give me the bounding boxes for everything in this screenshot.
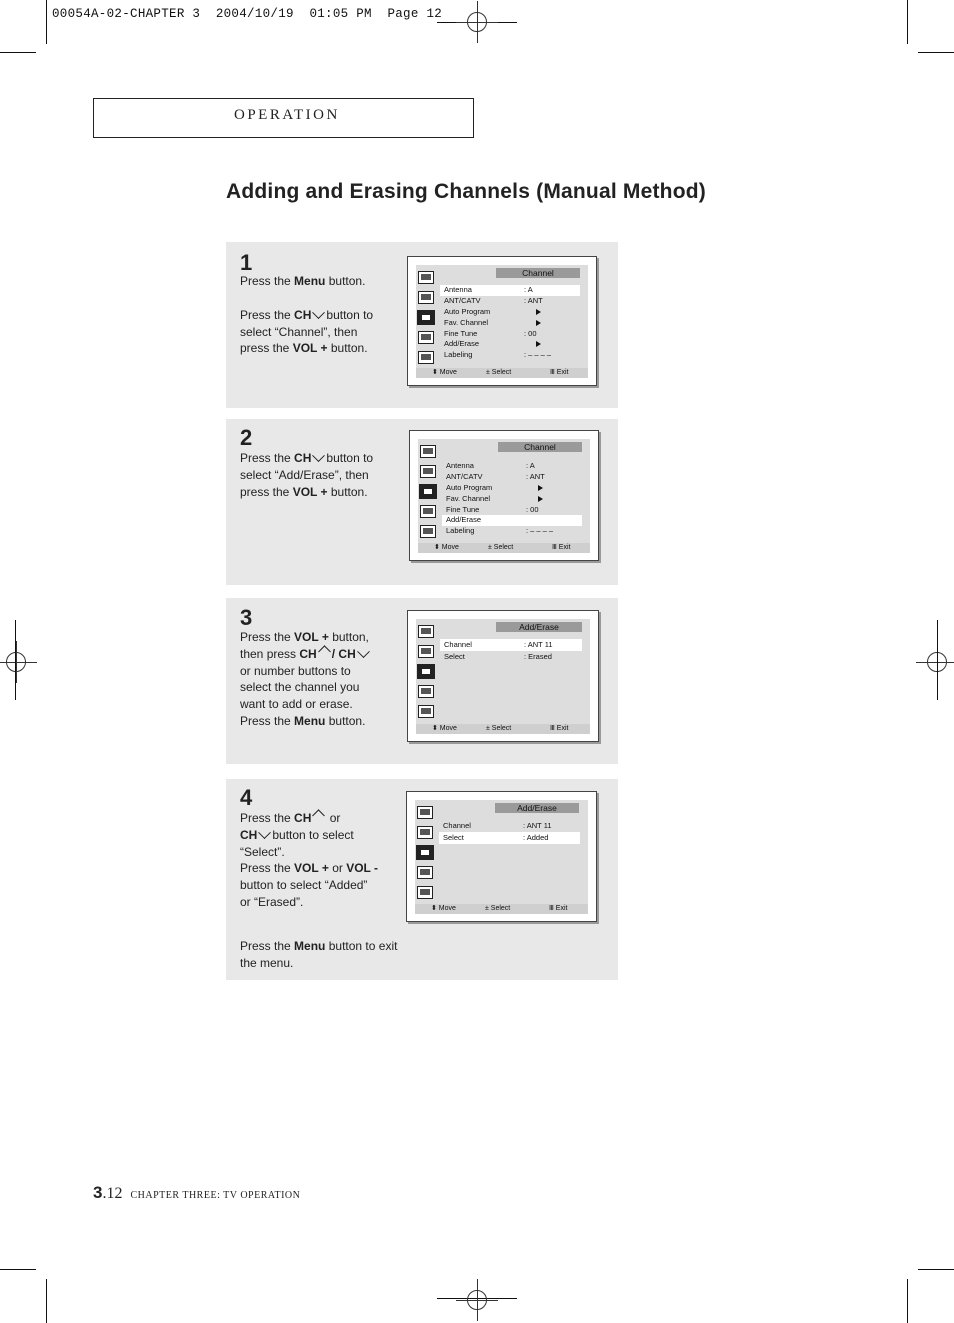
input-icon <box>420 525 436 538</box>
page-subnumber: .12 <box>102 1185 123 1202</box>
registration-mark <box>467 12 487 32</box>
menu-row: Fine Tune : 00 <box>446 504 539 514</box>
menu-row: Labeling : – – – – <box>444 350 552 360</box>
menu-row: Antenna : A <box>440 285 580 296</box>
chevron-down-icon <box>357 645 370 658</box>
menu-footer: ⬍ Move ± Select Ⅲ Exit <box>415 904 588 914</box>
setup-icon <box>420 505 436 518</box>
sound-icon <box>418 291 434 304</box>
chevron-down-icon <box>258 826 271 839</box>
step-instructions: Press the VOL + button, then press CH / CH or number buttons to select the channel you want to add or erase. Press the Menu button. <box>240 630 369 728</box>
arrow-right-icon <box>538 485 543 491</box>
menu-title: Add/Erase <box>496 622 582 632</box>
channel-icon <box>418 311 434 324</box>
arrow-right-icon <box>536 309 541 315</box>
registration-mark <box>467 1290 487 1310</box>
menu-row: ANT/CATV : ANT <box>446 471 545 481</box>
print-header: 00054A-02-CHAPTER 3 2004/10/19 01:05 PM Page 12 <box>52 7 443 21</box>
page-number: 3 <box>93 1183 103 1202</box>
tv-menu-screen <box>407 610 599 742</box>
menu-title: Add/Erase <box>495 803 579 813</box>
step-instructions: Press the CH or CH button to select “Select”. Press the VOL + or VOL - button to select “Added” or “Erased”. <box>240 811 378 909</box>
menu-title: Channel <box>496 268 580 278</box>
tv-menu-screen <box>409 430 599 561</box>
arrow-right-icon <box>536 320 541 326</box>
menu-rows <box>442 461 582 537</box>
channel-icon <box>418 665 434 678</box>
menu-row: Antenna : A <box>446 461 535 470</box>
crop-mark <box>907 0 908 44</box>
input-icon <box>418 705 434 718</box>
step-instructions: Press the CH button to select “Add/Erase”, then press the VOL + button. <box>240 451 374 499</box>
page-title: Adding and Erasing Channels (Manual Method) <box>226 180 706 203</box>
section-label: OPERATION <box>234 107 340 123</box>
menu-icon-column <box>418 271 436 371</box>
arrow-right-icon <box>536 341 541 347</box>
step-1 <box>226 242 618 408</box>
menu-row: Add/Erase <box>440 339 580 350</box>
step-instructions: Press the Menu button. Press the CH button to select “Channel”, then press the VOL + button. <box>240 274 374 356</box>
chevron-down-icon <box>313 450 326 463</box>
sound-icon <box>417 826 433 839</box>
step-number: 1 <box>240 250 253 275</box>
chevron-down-icon <box>313 306 326 319</box>
menu-row: ANT/CATV : ANT <box>444 295 543 305</box>
menu-row: Fine Tune : 00 <box>444 328 537 338</box>
arrow-right-icon <box>538 496 543 502</box>
sound-icon <box>420 465 436 478</box>
section-label-box <box>93 98 474 138</box>
crop-mark <box>918 52 954 53</box>
step-number: 4 <box>240 785 253 810</box>
step-number: 3 <box>240 605 253 630</box>
chapter-title: CHAPTER THREE: TV OPERATION <box>130 1190 301 1201</box>
menu-icon-column <box>417 806 435 906</box>
setup-icon <box>418 685 434 698</box>
page-footer <box>93 1183 300 1203</box>
step-number: 2 <box>240 425 253 450</box>
channel-icon <box>420 485 436 498</box>
crop-mark <box>918 1269 954 1270</box>
crop-mark <box>15 620 16 700</box>
menu-footer: ⬍ Move ± Select Ⅲ Exit <box>416 724 590 734</box>
menu-row: Add/Erase <box>442 515 582 526</box>
crop-mark <box>937 620 938 700</box>
chevron-up-icon <box>313 810 326 823</box>
tv-menu-screen <box>406 791 597 922</box>
exit-instructions: Press the Menu button to exit the menu. <box>240 939 398 970</box>
menu-row: Channel : ANT 11 <box>443 821 552 830</box>
channel-icon <box>417 846 433 859</box>
step-4 <box>226 779 618 980</box>
crop-mark <box>0 1269 36 1270</box>
menu-row: Channel : ANT 11 <box>440 639 582 651</box>
crop-mark <box>907 1279 908 1323</box>
chevron-up-icon <box>318 645 331 658</box>
picture-icon <box>420 445 436 458</box>
menu-row: Fav. Channel <box>440 318 580 329</box>
setup-icon <box>418 331 434 344</box>
step-3 <box>226 598 618 764</box>
picture-icon <box>418 625 434 638</box>
input-icon <box>417 886 433 899</box>
input-icon <box>418 351 434 364</box>
setup-icon <box>417 866 433 879</box>
menu-footer: ⬍ Move ± Select Ⅲ Exit <box>418 543 590 553</box>
menu-title: Channel <box>498 442 582 452</box>
menu-row: Auto Program <box>442 483 582 494</box>
registration-mark <box>6 652 26 672</box>
menu-rows <box>439 820 580 844</box>
step-2 <box>226 419 618 585</box>
menu-row: Auto Program <box>440 307 580 318</box>
menu-row: Select : Erased <box>444 652 552 661</box>
tv-menu-screen <box>407 256 597 386</box>
menu-row: Fav. Channel <box>442 494 582 505</box>
menu-footer: ⬍ Move ± Select Ⅲ Exit <box>416 368 588 378</box>
menu-rows <box>440 639 582 663</box>
sound-icon <box>418 645 434 658</box>
crop-mark <box>46 1279 47 1323</box>
picture-icon <box>418 271 434 284</box>
crop-mark <box>0 52 36 53</box>
picture-icon <box>417 806 433 819</box>
menu-row: Select : Added <box>439 832 580 844</box>
menu-rows <box>440 285 580 361</box>
menu-icon-column <box>418 625 436 725</box>
crop-mark <box>46 0 47 44</box>
menu-row: Labeling : – – – – <box>446 526 554 536</box>
menu-icon-column <box>420 445 438 545</box>
